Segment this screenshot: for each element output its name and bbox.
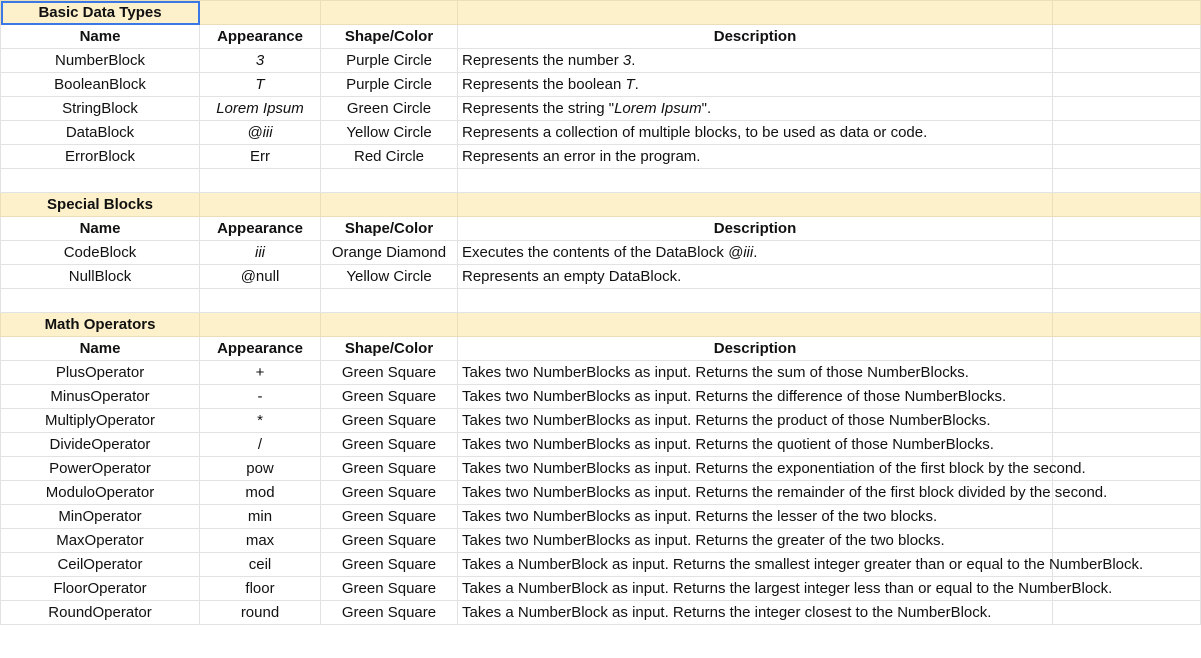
empty-cell[interactable] (1053, 193, 1201, 217)
section-title-row (1, 1, 1201, 25)
empty-cell[interactable] (1053, 217, 1201, 241)
shape-color-cell[interactable]: Green Square (321, 361, 458, 385)
appearance-cell[interactable]: round (200, 601, 321, 625)
table-row (1, 433, 1201, 457)
table-row (1, 121, 1201, 145)
description-text: Takes a NumberBlock as input. Returns the smallest integer greater than or equal to the NumberBlock. (462, 556, 1144, 573)
description-cell[interactable] (458, 241, 1053, 265)
appearance-cell[interactable]: 3 (200, 49, 321, 73)
empty-cell[interactable] (1, 289, 200, 313)
description-text: . (753, 244, 758, 261)
description-text: Takes two NumberBlocks as input. Returns the greater of the two blocks. (462, 532, 945, 549)
empty-cell[interactable] (1053, 25, 1201, 49)
appearance-cell[interactable]: T (200, 73, 321, 97)
empty-cell[interactable] (1053, 385, 1201, 409)
table-row (1, 601, 1201, 625)
name-cell[interactable]: PowerOperator (1, 457, 200, 481)
table-row (1, 505, 1201, 529)
empty-cell[interactable] (1053, 361, 1201, 385)
column-header-cell[interactable]: Description (458, 217, 1053, 241)
table-row (1, 49, 1201, 73)
description-cell[interactable] (458, 265, 1053, 289)
empty-cell[interactable] (321, 1, 458, 25)
shape-color-cell[interactable]: Yellow Circle (321, 265, 458, 289)
description-cell[interactable] (458, 121, 1053, 145)
shape-color-cell[interactable]: Orange Diamond (321, 241, 458, 265)
appearance-cell[interactable]: Err (200, 145, 321, 169)
appearance-cell[interactable]: - (200, 385, 321, 409)
empty-cell[interactable] (1053, 145, 1201, 169)
description-cell[interactable] (458, 553, 1144, 577)
description-cell[interactable] (458, 49, 1053, 73)
description-cell[interactable] (458, 385, 1053, 409)
section-title-cell[interactable]: Basic Data Types (1, 1, 200, 25)
section-title-row (1, 193, 1201, 217)
column-header-cell[interactable]: Description (458, 25, 1053, 49)
empty-cell[interactable] (1053, 1, 1201, 25)
name-cell[interactable]: StringBlock (1, 97, 200, 121)
empty-cell[interactable] (458, 289, 1053, 313)
empty-cell[interactable] (1053, 289, 1201, 313)
empty-cell[interactable] (1053, 529, 1201, 553)
shape-color-cell[interactable]: Purple Circle (321, 49, 458, 73)
column-header-row (1, 217, 1201, 241)
column-header-cell[interactable]: Name (1, 337, 200, 361)
empty-cell[interactable] (1, 169, 200, 193)
grid-body (1, 1, 1201, 625)
empty-cell[interactable] (1053, 313, 1201, 337)
name-cell[interactable]: CeilOperator (1, 553, 200, 577)
description-text: Represents the number (462, 52, 623, 69)
description-text: Lorem Ipsum (614, 100, 702, 117)
shape-color-cell[interactable]: Green Square (321, 385, 458, 409)
name-cell[interactable]: BooleanBlock (1, 73, 200, 97)
table-row (1, 457, 1201, 481)
table-row (1, 481, 1201, 505)
description-cell[interactable] (458, 529, 1053, 553)
appearance-cell[interactable]: ceil (200, 553, 321, 577)
description-text: Takes two NumberBlocks as input. Returns the remainder of the first block divided by the second. (462, 484, 1108, 501)
name-cell[interactable]: CodeBlock (1, 241, 200, 265)
table-row (1, 265, 1201, 289)
empty-cell[interactable] (1053, 73, 1201, 97)
table-row (1, 241, 1201, 265)
empty-cell[interactable] (200, 193, 321, 217)
appearance-cell[interactable]: @iii (200, 121, 321, 145)
shape-color-cell[interactable]: Green Square (321, 505, 458, 529)
description-cell[interactable] (458, 601, 1053, 625)
table-row (1, 385, 1201, 409)
column-header-cell[interactable]: Description (458, 337, 1053, 361)
description-text: Takes two NumberBlocks as input. Returns the exponentiation of the first block by the second. (462, 460, 1086, 477)
blank-row (1, 169, 1201, 193)
name-cell[interactable]: MinusOperator (1, 385, 200, 409)
empty-cell[interactable] (321, 313, 458, 337)
description-cell[interactable] (458, 433, 1053, 457)
description-text: Takes two NumberBlocks as input. Returns the quotient of those NumberBlocks. (462, 436, 994, 453)
column-header-cell[interactable]: Appearance (200, 337, 321, 361)
name-cell[interactable]: ErrorBlock (1, 145, 200, 169)
description-cell[interactable] (458, 361, 1053, 385)
description-text: Represents an empty DataBlock. (462, 268, 682, 285)
empty-cell[interactable] (1053, 601, 1201, 625)
column-header-cell[interactable]: Appearance (200, 217, 321, 241)
appearance-cell[interactable]: / (200, 433, 321, 457)
empty-cell[interactable] (321, 289, 458, 313)
description-text: Represents a collection of multiple blocks, to be used as data or code. (462, 124, 928, 141)
name-cell[interactable]: MultiplyOperator (1, 409, 200, 433)
shape-color-cell[interactable]: Green Square (321, 601, 458, 625)
description-text: Takes a NumberBlock as input. Returns the integer closest to the NumberBlock. (462, 604, 992, 621)
name-cell[interactable]: PlusOperator (1, 361, 200, 385)
description-text: Represents an error in the program. (462, 148, 701, 165)
empty-cell[interactable] (458, 193, 1053, 217)
empty-cell[interactable] (1053, 121, 1201, 145)
description-text: Takes two NumberBlocks as input. Returns the sum of those NumberBlocks. (462, 364, 969, 381)
appearance-cell[interactable]: mod (200, 481, 321, 505)
table-row (1, 361, 1201, 385)
description-text: Takes a NumberBlock as input. Returns the largest integer less than or equal to the NumberBlock. (462, 580, 1113, 597)
appearance-cell[interactable]: + (200, 361, 321, 385)
appearance-cell[interactable]: min (200, 505, 321, 529)
description-text: Takes two NumberBlocks as input. Returns the lesser of the two blocks. (462, 508, 938, 525)
shape-color-cell[interactable]: Green Circle (321, 97, 458, 121)
appearance-cell[interactable]: iii (200, 241, 321, 265)
empty-cell[interactable] (200, 169, 321, 193)
column-header-cell[interactable]: Name (1, 25, 200, 49)
empty-cell[interactable] (321, 193, 458, 217)
empty-cell[interactable] (1053, 505, 1201, 529)
name-cell[interactable]: DataBlock (1, 121, 200, 145)
description-text: Represents the string " (462, 100, 615, 117)
shape-color-cell[interactable]: Purple Circle (321, 73, 458, 97)
empty-cell[interactable] (321, 169, 458, 193)
appearance-cell[interactable]: * (200, 409, 321, 433)
empty-cell[interactable] (200, 313, 321, 337)
empty-cell[interactable] (458, 313, 1053, 337)
column-header-cell[interactable]: Name (1, 217, 200, 241)
description-text: @iii (728, 244, 754, 261)
shape-color-cell[interactable]: Green Square (321, 553, 458, 577)
name-cell[interactable]: FloorOperator (1, 577, 200, 601)
description-cell[interactable] (458, 73, 1053, 97)
empty-cell[interactable] (458, 1, 1053, 25)
empty-cell[interactable] (1053, 409, 1201, 433)
empty-cell[interactable] (1053, 169, 1201, 193)
column-header-row (1, 25, 1201, 49)
column-header-cell[interactable]: Shape/Color (321, 337, 458, 361)
appearance-cell[interactable]: Lorem Ipsum (200, 97, 321, 121)
shape-color-cell[interactable]: Red Circle (321, 145, 458, 169)
name-cell[interactable]: NumberBlock (1, 49, 200, 73)
empty-cell[interactable] (1053, 49, 1201, 73)
description-cell[interactable] (458, 457, 1086, 481)
description-cell[interactable] (458, 481, 1108, 505)
shape-color-cell[interactable]: Green Square (321, 529, 458, 553)
shape-color-cell[interactable]: Green Square (321, 481, 458, 505)
name-cell[interactable]: MinOperator (1, 505, 200, 529)
description-text: Takes two NumberBlocks as input. Returns the difference of those NumberBlocks. (462, 388, 1007, 405)
name-cell[interactable]: NullBlock (1, 265, 200, 289)
appearance-cell[interactable]: @null (200, 265, 321, 289)
empty-cell[interactable] (200, 1, 321, 25)
shape-color-cell[interactable]: Yellow Circle (321, 121, 458, 145)
name-cell[interactable]: MaxOperator (1, 529, 200, 553)
column-header-cell[interactable]: Shape/Color (321, 217, 458, 241)
appearance-cell[interactable]: floor (200, 577, 321, 601)
blank-row (1, 289, 1201, 313)
name-cell[interactable]: ModuloOperator (1, 481, 200, 505)
description-cell[interactable] (458, 409, 1053, 433)
table-row (1, 529, 1201, 553)
description-cell[interactable] (458, 97, 1053, 121)
table-row (1, 577, 1201, 601)
name-cell[interactable]: DivideOperator (1, 433, 200, 457)
description-text: Takes two NumberBlocks as input. Returns the product of those NumberBlocks. (462, 412, 991, 429)
empty-cell[interactable] (1053, 97, 1201, 121)
shape-color-cell[interactable]: Green Square (321, 577, 458, 601)
description-cell[interactable] (458, 145, 1053, 169)
description-text: 3 (622, 52, 632, 69)
column-header-cell[interactable]: Appearance (200, 25, 321, 49)
section-title-cell[interactable]: Math Operators (1, 313, 200, 337)
column-header-cell[interactable]: Shape/Color (321, 25, 458, 49)
table-row (1, 145, 1201, 169)
shape-color-cell[interactable]: Green Square (321, 433, 458, 457)
empty-cell[interactable] (1053, 337, 1201, 361)
description-text: . (631, 52, 636, 69)
description-text: ". (701, 100, 712, 117)
table-row (1, 553, 1201, 577)
empty-cell[interactable] (200, 289, 321, 313)
table-row (1, 409, 1201, 433)
description-text: Represents the boolean (462, 76, 626, 93)
empty-cell[interactable] (1053, 265, 1201, 289)
column-header-row (1, 337, 1201, 361)
table-row (1, 97, 1201, 121)
appearance-cell[interactable]: max (200, 529, 321, 553)
description-cell[interactable] (458, 577, 1113, 601)
description-cell[interactable] (458, 505, 1053, 529)
shape-color-cell[interactable]: Green Square (321, 409, 458, 433)
empty-cell[interactable] (458, 169, 1053, 193)
section-title-cell[interactable]: Special Blocks (1, 193, 200, 217)
description-text: Executes the contents of the DataBlock (462, 244, 728, 261)
table-row (1, 73, 1201, 97)
description-text: . (634, 76, 639, 93)
name-cell[interactable]: RoundOperator (1, 601, 200, 625)
empty-cell[interactable] (1053, 241, 1201, 265)
appearance-cell[interactable]: pow (200, 457, 321, 481)
section-title-row (1, 313, 1201, 337)
description-text: T (625, 76, 635, 93)
empty-cell[interactable] (1053, 433, 1201, 457)
shape-color-cell[interactable]: Green Square (321, 457, 458, 481)
